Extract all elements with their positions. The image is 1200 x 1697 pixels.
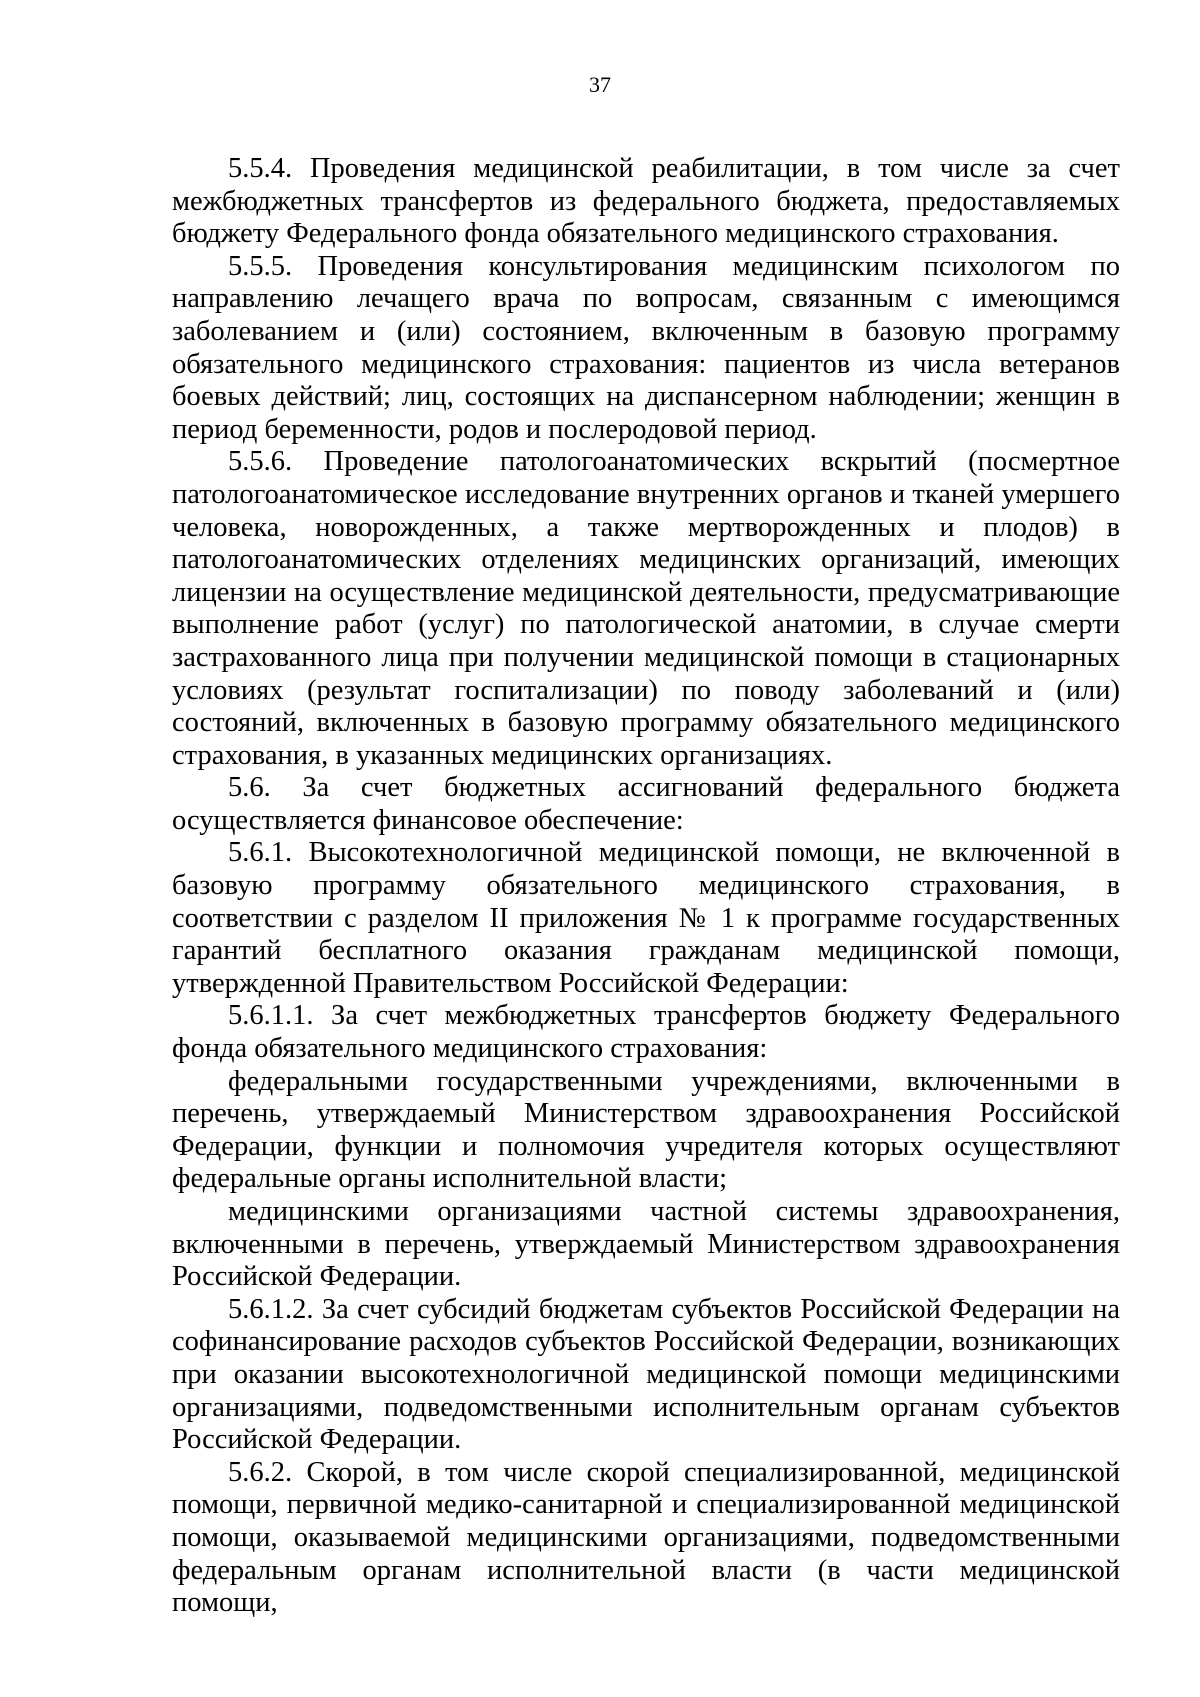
paragraph-federal-institutions: федеральными государственными учреждениями, включенными в перечень, утверждаемый Министерством здравоохранения Российской Федерации, функции и полномочия учредителя которых осуществляют федеральные органы исполнительной власти; — [172, 1065, 1120, 1195]
paragraph-5-5-4: 5.5.4. Проведения медицинской реабилитации, в том числе за счет межбюджетных трансфертов из федерального бюджета, предоставляемых бюджету Федерального фонда обязательного медицинского страхования. — [172, 153, 1120, 250]
paragraph-5-6-1-1: 5.6.1.1. За счет межбюджетных трансфертов бюджету Федерального фонда обязательного медицинского страхования: — [172, 1000, 1120, 1065]
document-body — [172, 153, 1120, 1620]
paragraph-5-6: 5.6. За счет бюджетных ассигнований федерального бюджета осуществляется финансовое обеспечение: — [172, 772, 1120, 836]
paragraph-5-6-2: 5.6.2. Скорой, в том числе скорой специализированной, медицинской помощи, первичной медико-санитарной и специализированной медицинской помощи, оказываемой медицинскими организациями, подведомственными федеральным органам исполнительной власти (в части медицинской помощи, — [172, 1456, 1120, 1619]
paragraph-private-organizations: медицинскими организациями частной системы здравоохранения, включенными в перечень, утверждаемый Министерством здравоохранения Российской Федерации. — [172, 1196, 1120, 1293]
paragraph-5-5-6: 5.5.6. Проведение патологоанатомических вскрытий (посмертное патологоанатомическое исследование внутренних органов и тканей умершего человека, новорожденных, а также мертворожденных и плодов) в патологоанатомических отделениях медицинских организаций, имеющих лицензии на осуществление медицинской деятельности, предусматривающие выполнение работ (услуг) по патологической анатомии, в случае смерти застрахованного лица при получении медицинской помощи в стационарных условиях (результат госпитализации) по поводу заболеваний и (или) состояний, включенных в базовую программу обязательного медицинского страхования, в указанных медицинских организациях. — [172, 446, 1120, 771]
paragraph-5-6-1-2: 5.6.1.2. За счет субсидий бюджетам субъектов Российской Федерации на софинансирование расходов субъектов Российской Федерации, возникающих при оказании высокотехнологичной медицинской помощи медицинскими организациями, подведомственными исполнительным органам субъектов Российской Федерации. — [172, 1293, 1120, 1456]
paragraph-5-5-5: 5.5.5. Проведения консультирования медицинским психологом по направлению лечащего врача по вопросам, связанным с имеющимся заболеванием и (или) состоянием, включенным в базовую программу обязательного медицинского страхования: пациентов из числа ветеранов боевых действий; лиц, состоящих на диспансерном наблюдении; женщин в период беременности, родов и послеродовой период. — [172, 250, 1120, 445]
paragraph-5-6-1: 5.6.1. Высокотехнологичной медицинской помощи, не включенной в базовую программу обязательного медицинского страхования, в соответствии с разделом II приложения № 1 к программе государственных гарантий бесплатного оказания гражданам медицинской помощи, утвержденной Правительством Российской Федерации: — [172, 837, 1120, 999]
page-number: 37 — [589, 72, 611, 97]
